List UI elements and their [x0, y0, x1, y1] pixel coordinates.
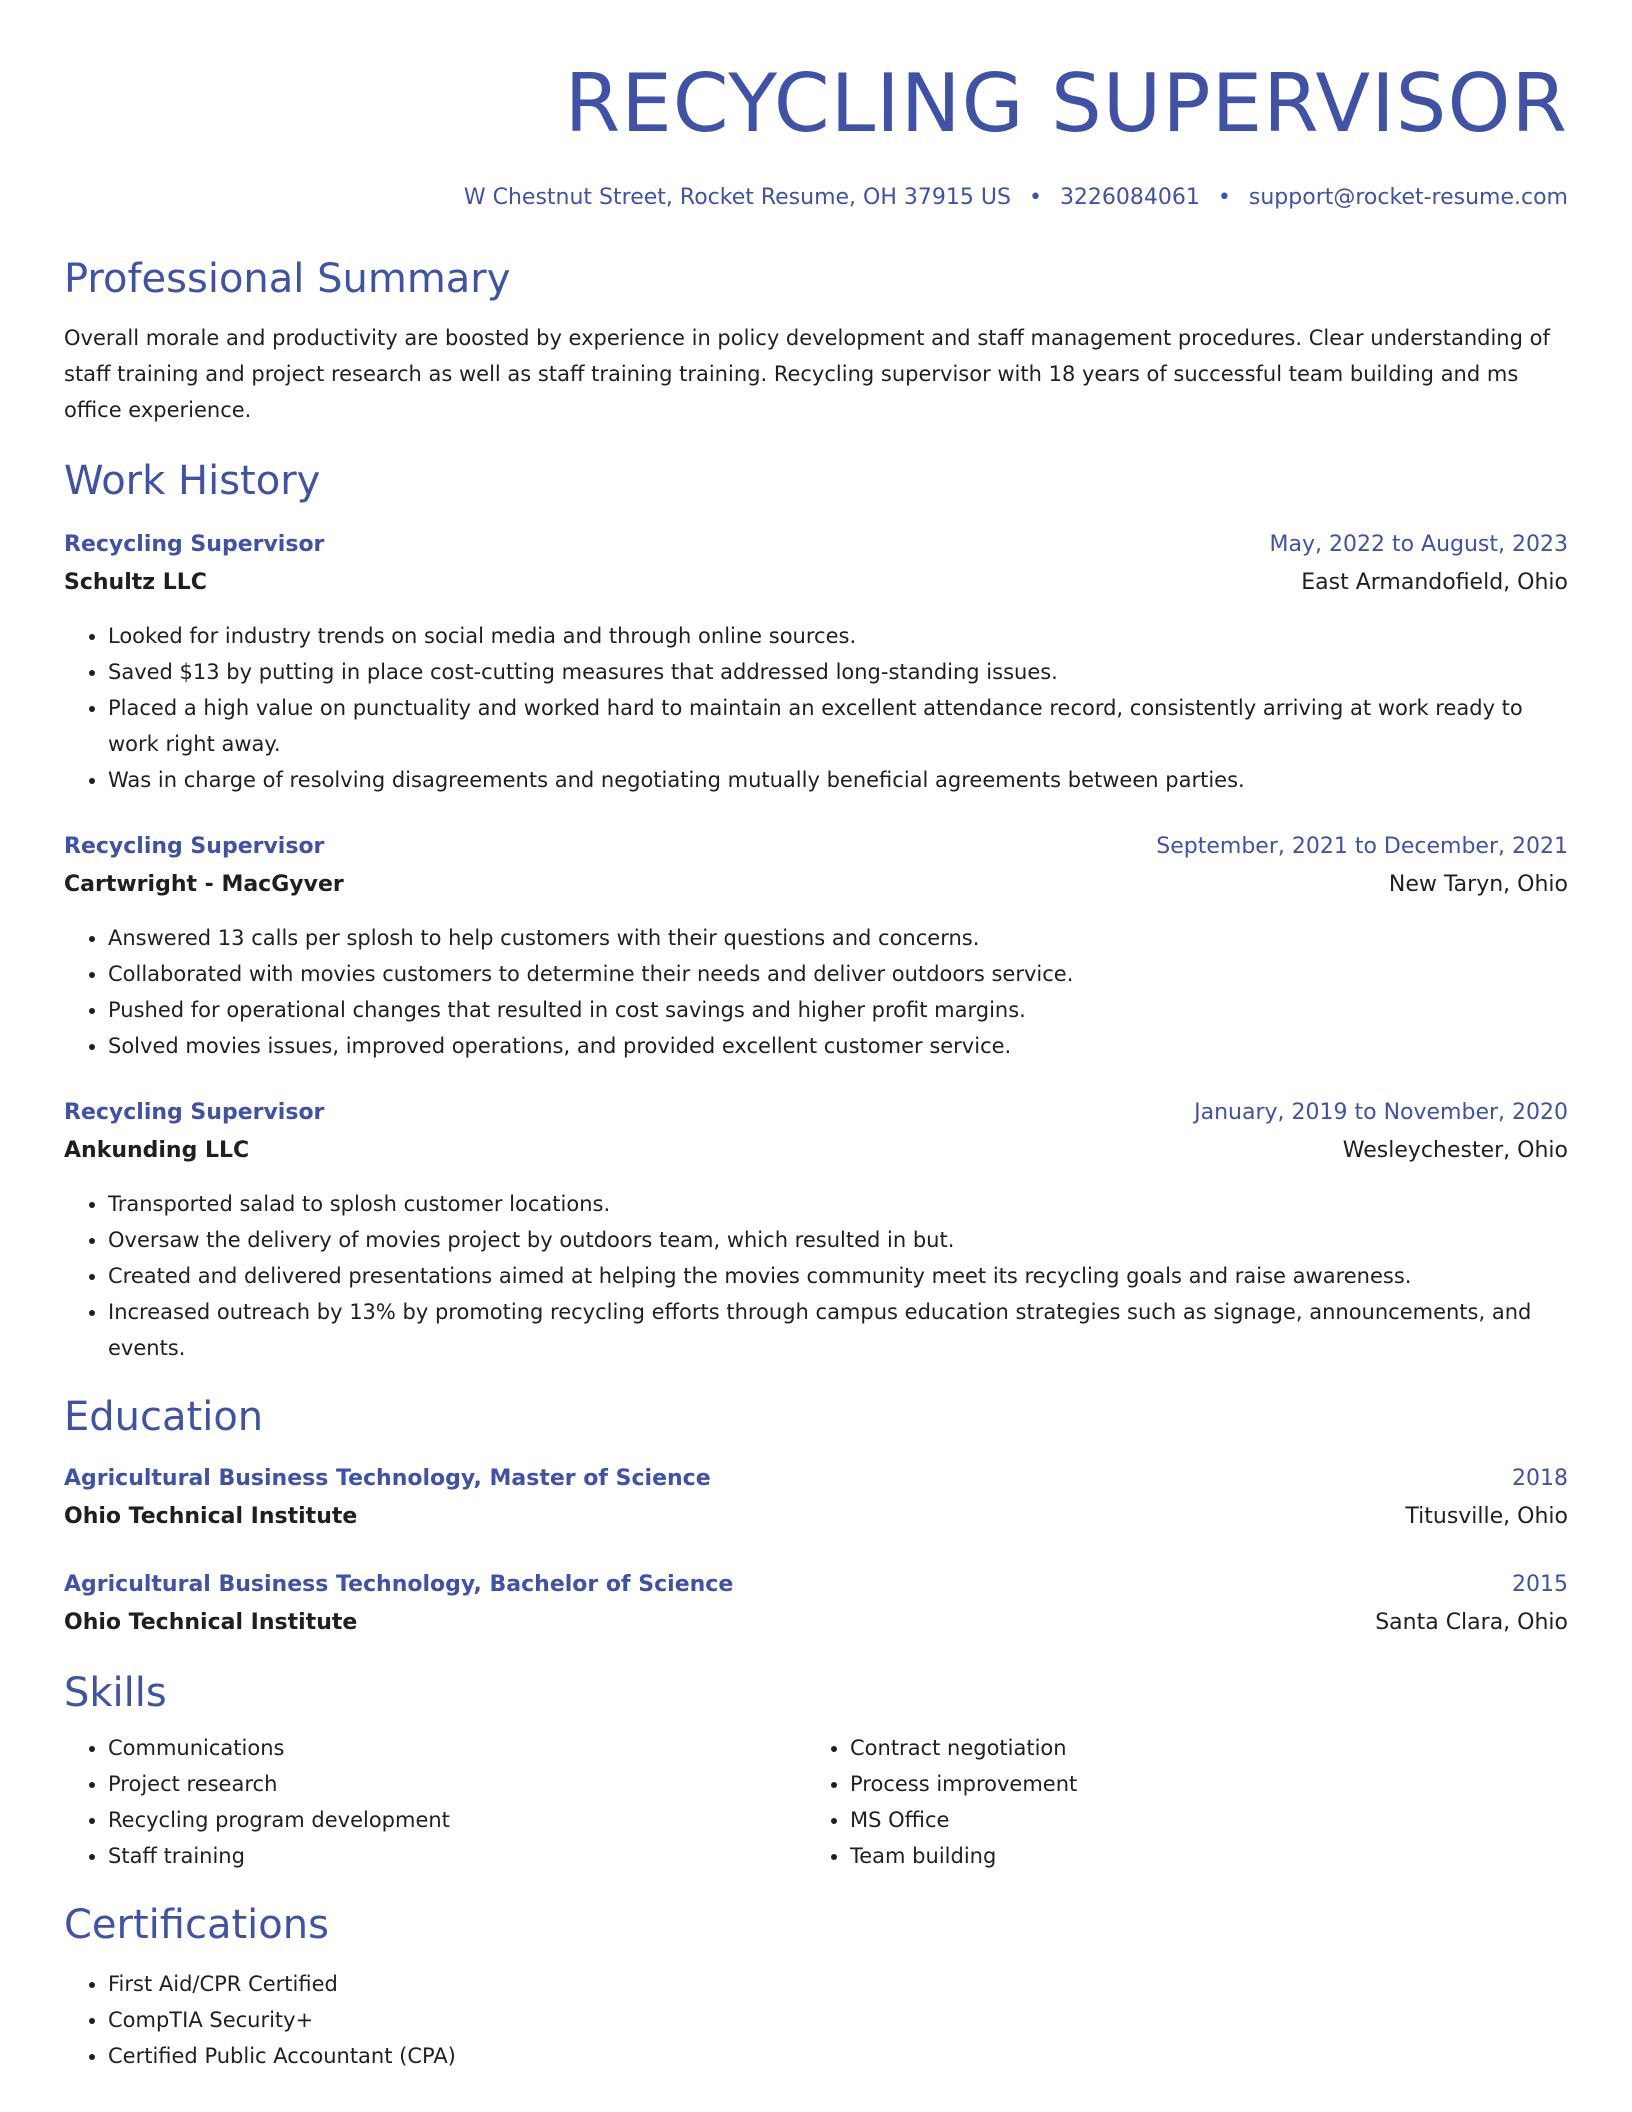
education-location: Santa Clara, Ohio [1375, 1610, 1568, 1635]
job-bullet: • Collaborated with movies customers to determine their needs and deliver outdoors service. [108, 956, 1568, 992]
skill-item: • Team building [850, 1838, 1548, 1874]
job-company: Cartwright - MacGyver [64, 872, 344, 897]
job-entry [64, 828, 1568, 1064]
job-dates: September, 2021 to December, 2021 [1156, 834, 1568, 859]
job-role: Recycling Supervisor [64, 1100, 325, 1125]
job-location: New Taryn, Ohio [1388, 872, 1568, 897]
contact-line [64, 184, 1568, 212]
summary-heading: Professional Summary [64, 256, 511, 302]
job-bullet: • Answered 13 calls per splosh to help customers with their questions and concerns. [108, 920, 1568, 956]
skill-item: • Process improvement [850, 1766, 1548, 1802]
skill-item: • Staff training [108, 1838, 806, 1874]
education-degree: Agricultural Business Technology, Bachelor of Science [64, 1572, 734, 1597]
resume-name: RECYCLING SUPERVISOR [564, 57, 1568, 150]
job-bullet: • Oversaw the delivery of movies project by outdoors team, which resulted in but. [108, 1222, 1568, 1258]
job-bullet: • Created and delivered presentations aimed at helping the movies community meet its recycling goals and raise awareness. [108, 1258, 1568, 1294]
work-history-heading: Work History [64, 458, 321, 504]
job-location: East Armandofield, Ohio [1301, 570, 1568, 595]
certifications-heading: Certifications [64, 1902, 329, 1948]
skill-item: • Recycling program development [108, 1802, 806, 1838]
job-bullets [64, 1186, 1568, 1366]
job-company: Ankunding LLC [64, 1138, 250, 1163]
skills-list-left [64, 1730, 806, 1874]
education-entry [64, 1460, 1568, 1536]
education-location: Titusville, Ohio [1405, 1504, 1568, 1529]
job-company: Schultz LLC [64, 570, 207, 595]
skills-list-right [806, 1730, 1548, 1874]
job-bullet: • Was in charge of resolving disagreements and negotiating mutually beneficial agreements between parties. [108, 762, 1568, 798]
skills-grid [64, 1730, 1568, 1874]
job-bullet: • Solved movies issues, improved operations, and provided excellent customer service. [108, 1028, 1568, 1064]
job-dates: May, 2022 to August, 2023 [1269, 532, 1568, 557]
skill-item: • Project research [108, 1766, 806, 1802]
job-bullet: • Saved $13 by putting in place cost-cutting measures that addressed long-standing issues. [108, 654, 1568, 690]
education-entry [64, 1566, 1568, 1642]
education-year: 2015 [1512, 1572, 1568, 1597]
summary-text: Overall morale and productivity are boosted by experience in policy development and staff management procedures. Clear understanding of staff training and project research as well as staff training training. Recycling supervisor with 18 years of successful team building and ms office experience. [64, 326, 1550, 422]
job-role: Recycling Supervisor [64, 834, 325, 859]
certification-item: • First Aid/CPR Certified [108, 1966, 1568, 2002]
job-bullet: • Increased outreach by 13% by promoting recycling efforts through campus education strategies such as signage, announcements, and events. [108, 1294, 1568, 1366]
job-bullet: • Looked for industry trends on social media and through online sources. [108, 618, 1568, 654]
education-heading: Education [64, 1394, 264, 1440]
education-school: Ohio Technical Institute [64, 1610, 358, 1635]
job-role: Recycling Supervisor [64, 532, 325, 557]
certification-item: • CompTIA Security+ [108, 2002, 1568, 2038]
education-degree: Agricultural Business Technology, Master of Science [64, 1466, 711, 1491]
job-entry [64, 526, 1568, 798]
skill-item: • Communications [108, 1730, 806, 1766]
job-bullets [64, 920, 1568, 1064]
job-bullet: • Placed a high value on punctuality and worked hard to maintain an excellent attendance record, consistently arriving at work ready to work right away. [108, 690, 1568, 762]
education-year: 2018 [1512, 1466, 1568, 1491]
job-bullets [64, 618, 1568, 798]
job-location: Wesleychester, Ohio [1342, 1138, 1568, 1163]
education-school: Ohio Technical Institute [64, 1504, 358, 1529]
contact-separator: • [1217, 185, 1231, 210]
contact-email: support@rocket-resume.com [1248, 185, 1568, 210]
job-bullet: • Transported salad to splosh customer locations. [108, 1186, 1568, 1222]
skill-item: • MS Office [850, 1802, 1548, 1838]
certifications-list [64, 1966, 1568, 2074]
skills-heading: Skills [64, 1670, 167, 1716]
resume-page [64, 0, 1568, 2074]
job-bullet: • Pushed for operational changes that resulted in cost savings and higher profit margins. [108, 992, 1568, 1028]
job-entry [64, 1094, 1568, 1366]
contact-phone: 3226084061 [1059, 185, 1200, 210]
job-dates: January, 2019 to November, 2020 [1194, 1100, 1568, 1125]
certification-item: • Certified Public Accountant (CPA) [108, 2038, 1568, 2074]
skill-item: • Contract negotiation [850, 1730, 1548, 1766]
contact-address: W Chestnut Street, Rocket Resume, OH 37915 US [463, 185, 1011, 210]
contact-separator: • [1028, 185, 1042, 210]
